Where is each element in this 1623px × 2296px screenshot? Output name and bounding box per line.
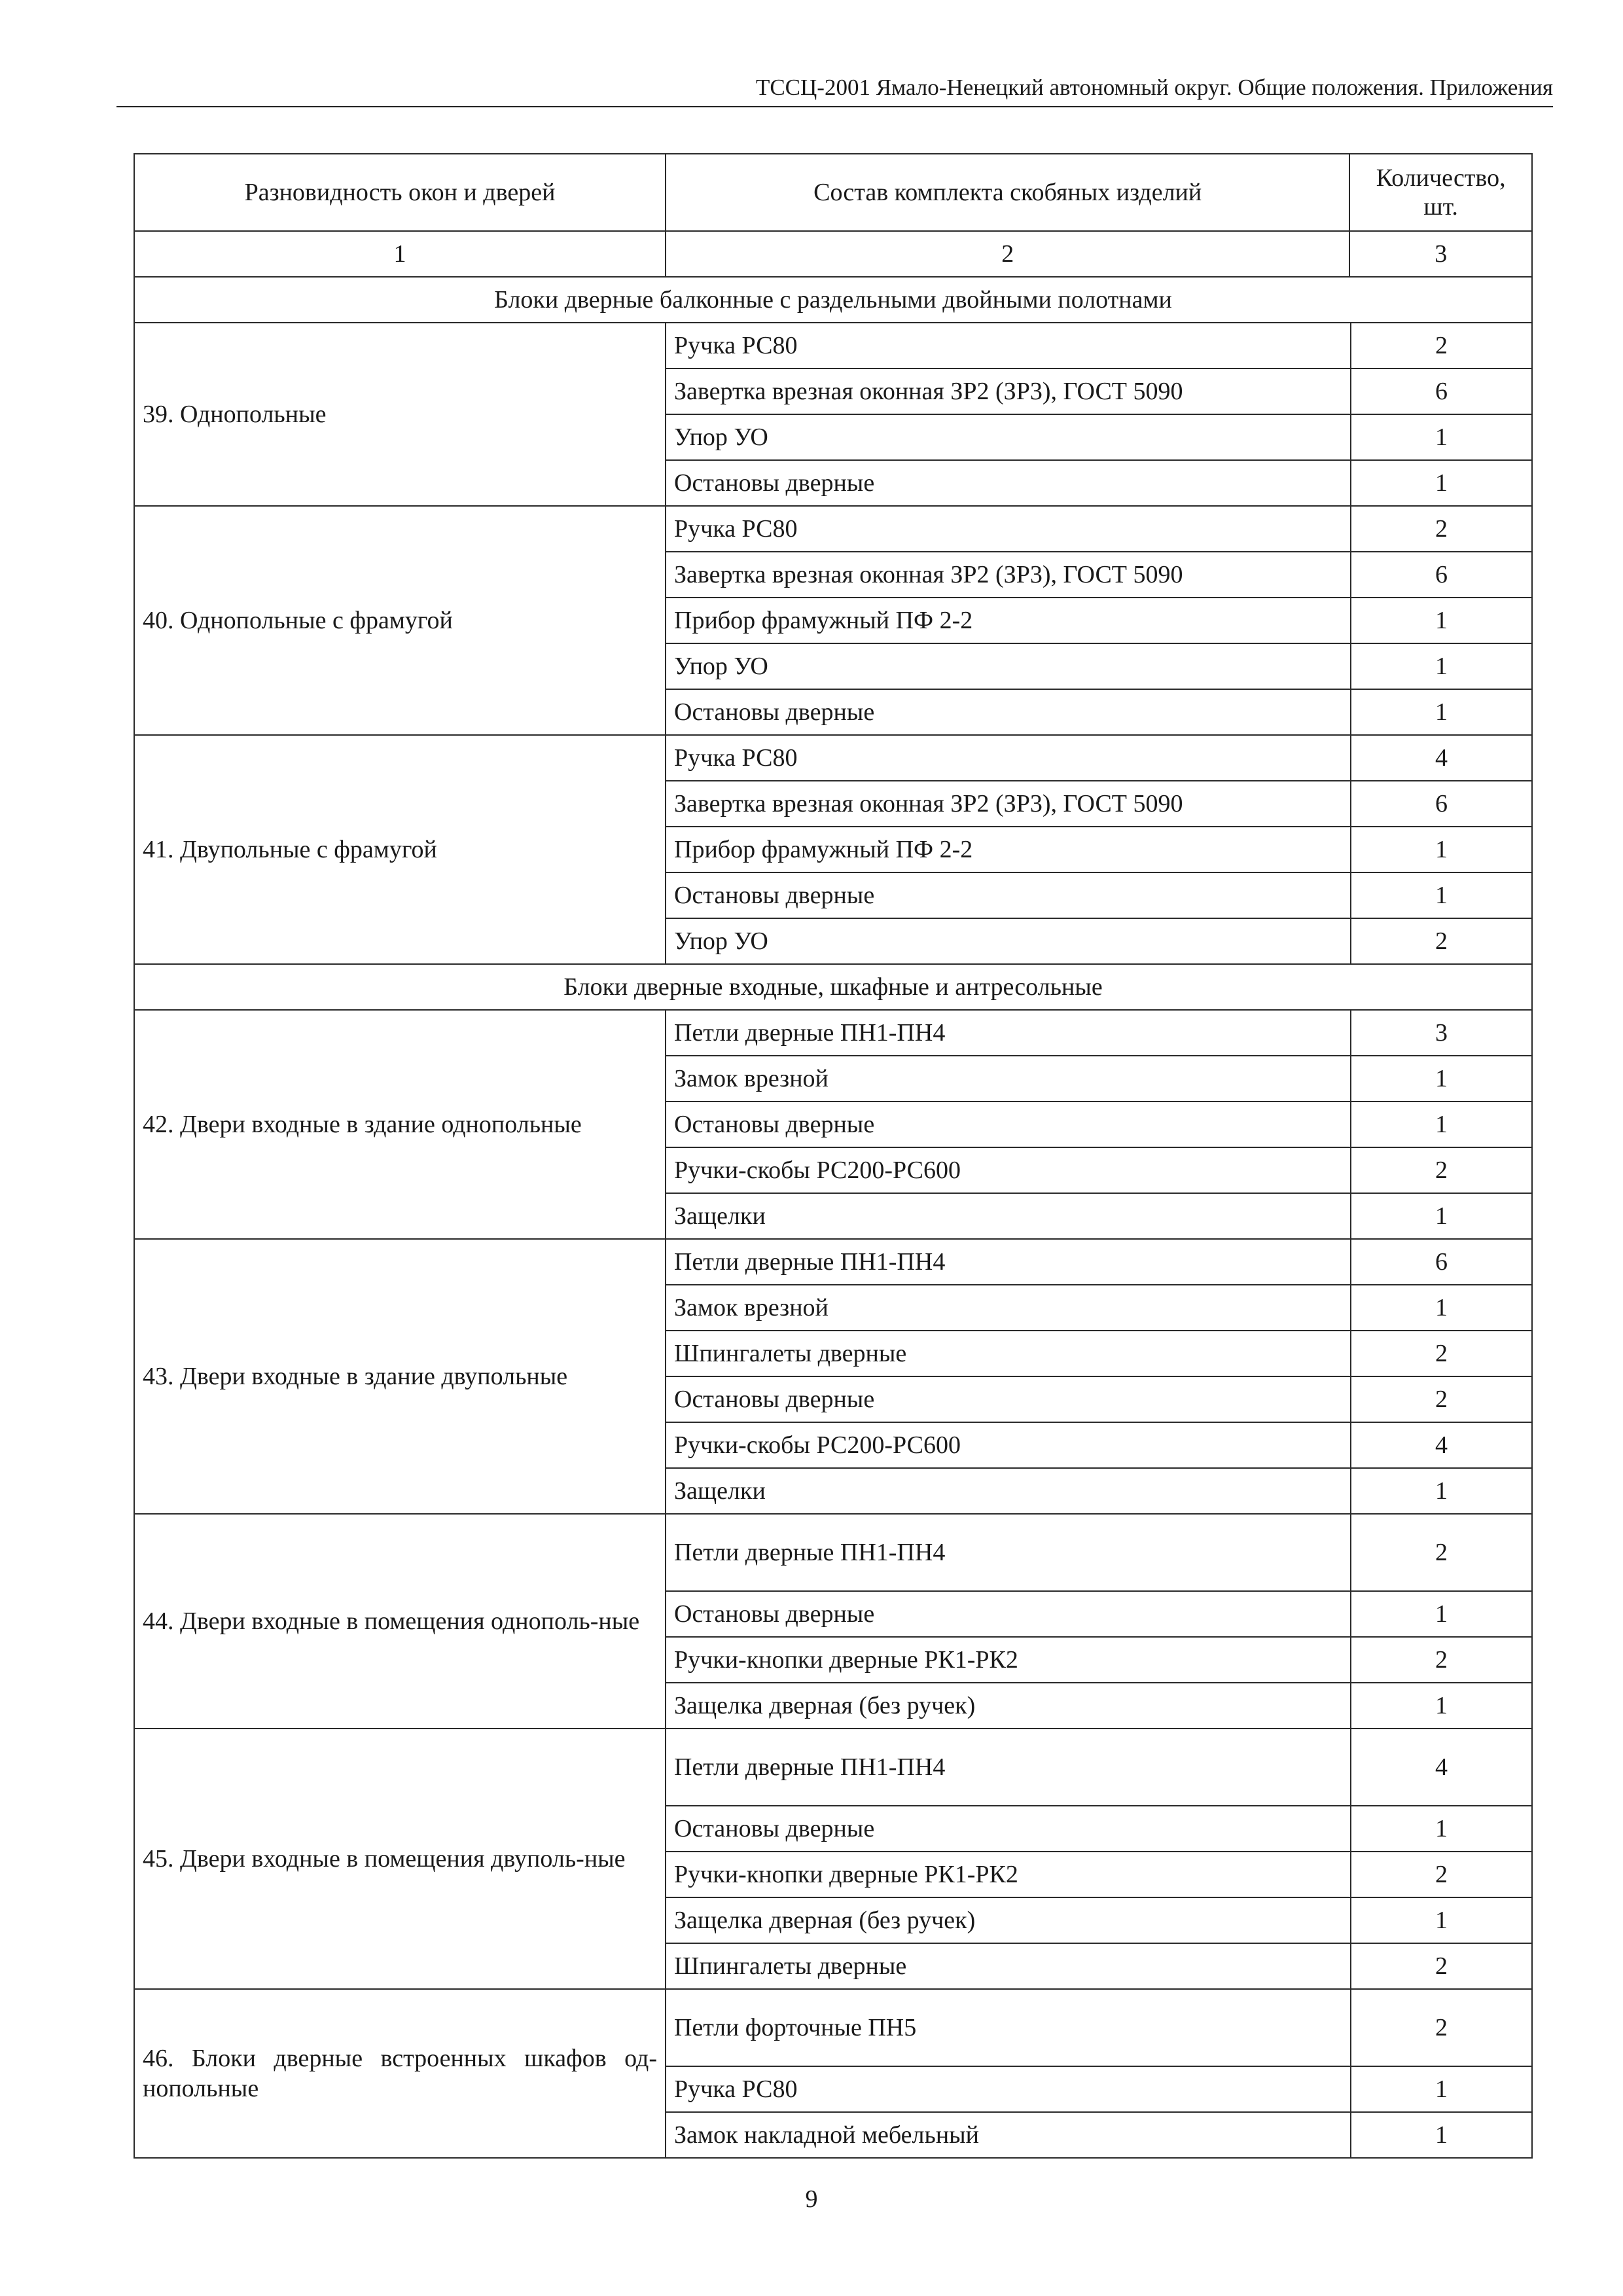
item-name: Защелки	[666, 1193, 1351, 1239]
item-qty: 2	[1351, 1989, 1532, 2066]
item-qty: 1	[1351, 1056, 1532, 1102]
item-qty: 1	[1351, 1468, 1532, 1514]
item-name: Завертка врезная оконная ЗР2 (ЗР3), ГОСТ 5090	[666, 552, 1351, 598]
item-qty: 2	[1351, 1331, 1532, 1376]
item-qty: 2	[1351, 1514, 1532, 1591]
item-name: Ручка РС80	[666, 2066, 1351, 2112]
item-name: Завертка врезная оконная ЗР2 (ЗР3), ГОСТ 5090	[666, 781, 1351, 827]
item-name: Остановы дверные	[666, 1591, 1351, 1637]
kind-cell: 40. Однопольные с фрамугой	[134, 506, 666, 735]
item-name: Ручки-скобы РС200-РС600	[666, 1147, 1351, 1193]
item-name: Прибор фрамужный ПФ 2-2	[666, 598, 1351, 643]
running-header: ТССЦ-2001 Ямало-Ненецкий автономный округ. Общие положения. Приложения	[116, 72, 1553, 107]
item-qty: 2	[1351, 506, 1532, 552]
item-name: Петли дверные ПН1-ПН4	[666, 1514, 1351, 1591]
column-number-pair	[666, 231, 1532, 277]
kind-cell: 45. Двери входные в помещения двуполь-ные	[134, 1729, 666, 1989]
item-name: Ручки-кнопки дверные РК1-РК2	[666, 1637, 1351, 1683]
kind-cell: 42. Двери входные в здание однопольные	[134, 1010, 666, 1239]
table-row	[134, 1239, 1532, 1285]
table-head	[134, 154, 1532, 277]
item-qty: 1	[1351, 460, 1532, 506]
item-name: Петли дверные ПН1-ПН4	[666, 1239, 1351, 1285]
kind-cell: 41. Двупольные с фрамугой	[134, 735, 666, 964]
item-qty: 6	[1351, 1239, 1532, 1285]
item-qty: 2	[1351, 1943, 1532, 1989]
item-qty: 1	[1351, 872, 1532, 918]
hardware-table	[134, 153, 1533, 2159]
table-row	[134, 506, 1532, 552]
column-header-composite	[666, 154, 1532, 231]
column-header-set: Состав комплекта скобяных изделий	[666, 154, 1350, 230]
section-row	[134, 277, 1532, 323]
item-qty: 2	[1351, 918, 1532, 964]
item-qty: 6	[1351, 368, 1532, 414]
item-name: Шпингалеты дверные	[666, 1331, 1351, 1376]
item-name: Остановы дверные	[666, 872, 1351, 918]
item-name: Замок врезной	[666, 1056, 1351, 1102]
item-qty: 1	[1351, 2112, 1532, 2158]
item-name: Остановы дверные	[666, 1806, 1351, 1852]
column-header-kind: Разновидность окон и дверей	[134, 154, 666, 231]
column-number-1: 1	[134, 231, 666, 277]
item-name: Замок накладной мебельный	[666, 2112, 1351, 2158]
item-name: Ручка РС80	[666, 323, 1351, 368]
item-qty: 2	[1351, 1852, 1532, 1897]
item-name: Ручки-скобы РС200-РС600	[666, 1422, 1351, 1468]
item-qty: 4	[1351, 735, 1532, 781]
section-row	[134, 964, 1532, 1010]
item-name: Ручка РС80	[666, 506, 1351, 552]
table-row	[134, 1010, 1532, 1056]
table-row	[134, 735, 1532, 781]
item-qty: 1	[1351, 598, 1532, 643]
item-name: Петли форточные ПН5	[666, 1989, 1351, 2066]
item-qty: 1	[1351, 1285, 1532, 1331]
table-row	[134, 1514, 1532, 1591]
item-name: Прибор фрамужный ПФ 2-2	[666, 827, 1351, 872]
item-qty: 1	[1351, 643, 1532, 689]
item-qty: 1	[1351, 689, 1532, 735]
item-qty: 4	[1351, 1422, 1532, 1468]
item-name: Упор УО	[666, 414, 1351, 460]
item-qty: 2	[1351, 1637, 1532, 1683]
kind-cell: 44. Двери входные в помещения однополь-ные	[134, 1514, 666, 1729]
item-qty: 1	[1351, 1683, 1532, 1729]
item-name: Замок врезной	[666, 1285, 1351, 1331]
item-name: Защелки	[666, 1468, 1351, 1514]
item-name: Петли дверные ПН1-ПН4	[666, 1729, 1351, 1806]
section-title: Блоки дверные балконные с раздельными двойными полотнами	[134, 277, 1532, 323]
item-qty: 1	[1351, 1806, 1532, 1852]
item-qty: 1	[1351, 1591, 1532, 1637]
item-qty: 1	[1351, 1193, 1532, 1239]
item-qty: 2	[1351, 1376, 1532, 1422]
item-qty: 2	[1351, 323, 1532, 368]
item-name: Петли дверные ПН1-ПН4	[666, 1010, 1351, 1056]
column-header-qty: Количество, шт.	[1376, 164, 1506, 221]
table-body	[134, 277, 1532, 2158]
item-qty: 1	[1351, 414, 1532, 460]
item-name: Ручка РС80	[666, 735, 1351, 781]
item-name: Защелка дверная (без ручек)	[666, 1897, 1351, 1943]
item-qty: 1	[1351, 1102, 1532, 1147]
item-name: Остановы дверные	[666, 689, 1351, 735]
column-number-row	[134, 231, 1532, 277]
item-qty: 6	[1351, 552, 1532, 598]
item-name: Остановы дверные	[666, 460, 1351, 506]
item-qty: 3	[1351, 1010, 1532, 1056]
item-name: Остановы дверные	[666, 1102, 1351, 1147]
kind-cell: 39. Однопольные	[134, 323, 666, 506]
item-qty: 1	[1351, 1897, 1532, 1943]
item-qty: 6	[1351, 781, 1532, 827]
page-number: 9	[805, 2185, 818, 2213]
table-row	[134, 323, 1532, 368]
column-number-3: 3	[1435, 240, 1448, 268]
column-number-2: 2	[666, 232, 1350, 276]
item-qty: 1	[1351, 2066, 1532, 2112]
section-title: Блоки дверные входные, шкафные и антресольные	[134, 964, 1532, 1010]
item-name: Завертка врезная оконная ЗР2 (ЗР3), ГОСТ 5090	[666, 368, 1351, 414]
kind-cell: 46. Блоки дверные встроенных шкафов од-нопольные	[134, 1989, 666, 2158]
kind-cell: 43. Двери входные в здание двупольные	[134, 1239, 666, 1514]
item-name: Защелка дверная (без ручек)	[666, 1683, 1351, 1729]
item-name: Остановы дверные	[666, 1376, 1351, 1422]
item-qty: 2	[1351, 1147, 1532, 1193]
item-name: Упор УО	[666, 918, 1351, 964]
item-name: Ручки-кнопки дверные РК1-РК2	[666, 1852, 1351, 1897]
table-row	[134, 1729, 1532, 1806]
item-name: Упор УО	[666, 643, 1351, 689]
item-qty: 4	[1351, 1729, 1532, 1806]
header-row	[134, 154, 1532, 231]
table-row	[134, 1989, 1532, 2066]
item-name: Шпингалеты дверные	[666, 1943, 1351, 1989]
item-qty: 1	[1351, 827, 1532, 872]
